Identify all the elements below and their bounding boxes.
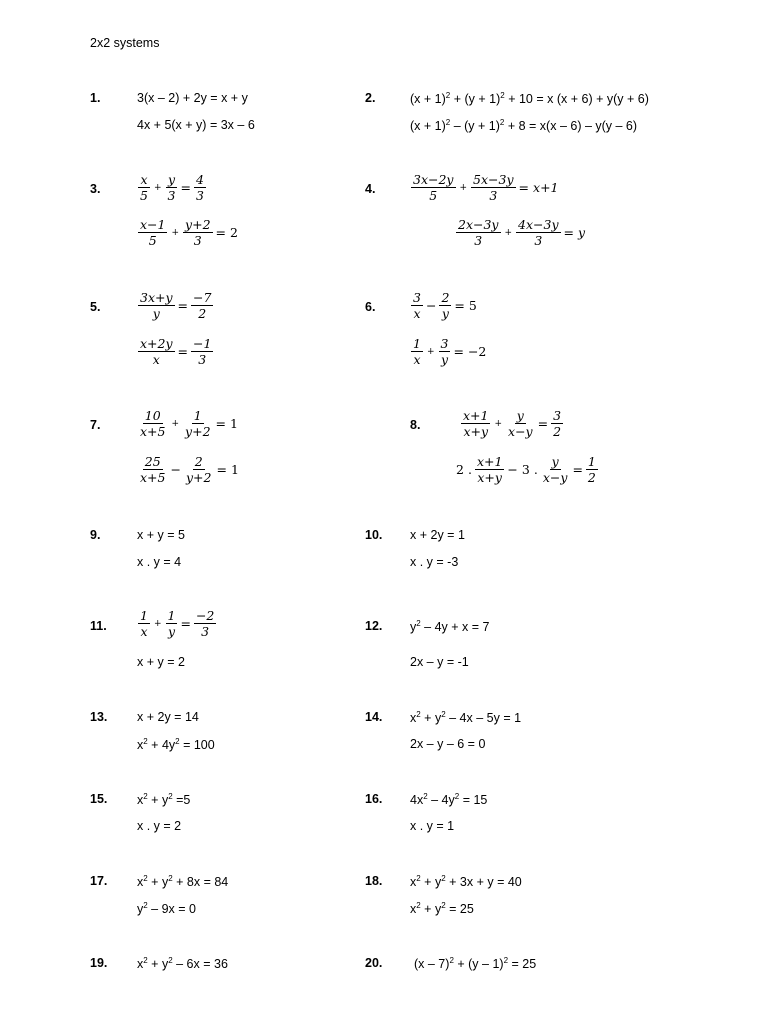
equation-10a: x + 2y = 1 (410, 528, 465, 542)
equation-11a: 1 x + $\frac{1}{y}$ = $\frac{-2}{3}$ (140, 608, 215, 639)
equation-12b: 2x – y = -1 (410, 655, 469, 669)
problem-number-1: 1. (90, 91, 101, 105)
equation-12a: $y^2 - 4y + x = 7$ (410, 619, 490, 635)
problem-number-5: 5. (90, 300, 101, 314)
equation-6b: 1 x + $\frac{3}{y}$ = −2 (413, 336, 487, 367)
equation-7b: 25 x+5 − $\frac{2}{y+2}$ = 1 (140, 454, 239, 485)
problem-number-16: 16. (365, 792, 383, 806)
problem-number-7: 7. (90, 418, 101, 432)
problem-number-17: 17. (90, 874, 108, 888)
equation-15a: $x^2 + y^2 =5$ (137, 792, 191, 808)
problem-number-3: 3. (90, 182, 101, 196)
equation-2a: $(x + 1)^2 + (y + 1)^2 + 10 = x$ (x + 6) + y(y + 6) (410, 91, 649, 107)
problem-number-19: 19. (90, 956, 108, 970)
problem-number-20: 20. (365, 956, 383, 970)
equation-5b: $\frac{x+2y}{x}$ = $\frac{-1}{3}$ (140, 336, 212, 367)
problem-number-10: 10. (365, 528, 383, 542)
equation-16b: x . y = 1 (410, 819, 455, 833)
equation-20a: (x – 7)$^2$ + (y – 1)$^2$ = 25 (414, 956, 537, 972)
equation-17b: $y^2 - 9x = 0$ (137, 901, 197, 917)
equation-4a: 3x−2y 5 + $\frac{5x-3y}{3}$ = x+1 (413, 172, 559, 203)
equation-8b: 2 . x+1 x+y − 3 . $\frac{y}{x-y}$ = $\frac{1}{2}$ (456, 454, 596, 485)
equation-5a: $\frac{3x+y}{y}$ = $\frac{-7}{2}$ (140, 290, 212, 321)
problem-number-2: 2. (365, 91, 376, 105)
problem-number-6: 6. (365, 300, 376, 314)
equation-16a: $4x^2 - 4y^2 = 15$ (410, 792, 488, 808)
equation-6a: 3 x − $\frac{2}{y}$ = 5 (413, 290, 477, 321)
problem-number-8: 8. (410, 418, 421, 432)
problem-number-18: 18. (365, 874, 383, 888)
equation-4b: 2x−3y 3 + $\frac{4x-3y}{3}$ = y (458, 217, 586, 248)
equation-19a: $x^2 + y^2 - 6x = 36$ (137, 956, 228, 972)
equation-17a: $x^2 + y^2 + 8x = 84$ (137, 874, 229, 890)
equation-10b: x . y = -3 (410, 555, 459, 569)
equation-14b: 2x – y – 6 = 0 (410, 737, 486, 751)
problem-number-11: 11. (90, 619, 107, 633)
equation-18a: $x^2 + y^2 + 3x + y = 40$ (410, 874, 522, 890)
equation-18b: $x^2 + y^2 = 25$ (410, 901, 474, 917)
problem-number-4: 4. (365, 182, 376, 196)
equation-13b: $x^2 + 4y^2 = 100$ (137, 737, 215, 753)
problem-number-13: 13. (90, 710, 108, 724)
equation-13a: x + 2y = 14 (137, 710, 199, 724)
problem-number-12: 12. (365, 619, 383, 633)
equation-3a: x 5 + $\frac{y}{3}$ = $\frac{4}{3}$ (140, 172, 204, 203)
page-title: 2x2 systems (90, 36, 160, 50)
equation-9b: x . y = 4 (137, 555, 182, 569)
problem-number-14: 14. (365, 710, 383, 724)
equation-1a: 3(x – 2) + 2y = x + y (137, 91, 248, 105)
equation-7a: 10 x+5 + $\frac{1}{y+2}$ = 1 (140, 408, 238, 439)
equation-9a: x + y = 5 (137, 528, 185, 542)
equation-15b: x . y = 2 (137, 819, 182, 833)
equation-1b: 4x + 5(x + y) = 3x – 6 (137, 118, 255, 132)
problem-number-15: 15. (90, 792, 108, 806)
equation-3b: x−1 5 + $\frac{y+2}{3}$ = 2 (140, 217, 238, 248)
equation-2b: $(x + 1)^2 - (y + 1)^2 + 8 = x(x - 6) - y(y - 6)$ (410, 118, 638, 134)
equation-14a: $x^2 + y^2 - 4x - 5y = 1$ (410, 710, 522, 726)
equation-8a: x+1 x+y + $\frac{y}{x-y}$ = $\frac{3}{2}$ (463, 408, 562, 439)
problem-number-9: 9. (90, 528, 101, 542)
equation-11b: x + y = 2 (137, 655, 185, 669)
